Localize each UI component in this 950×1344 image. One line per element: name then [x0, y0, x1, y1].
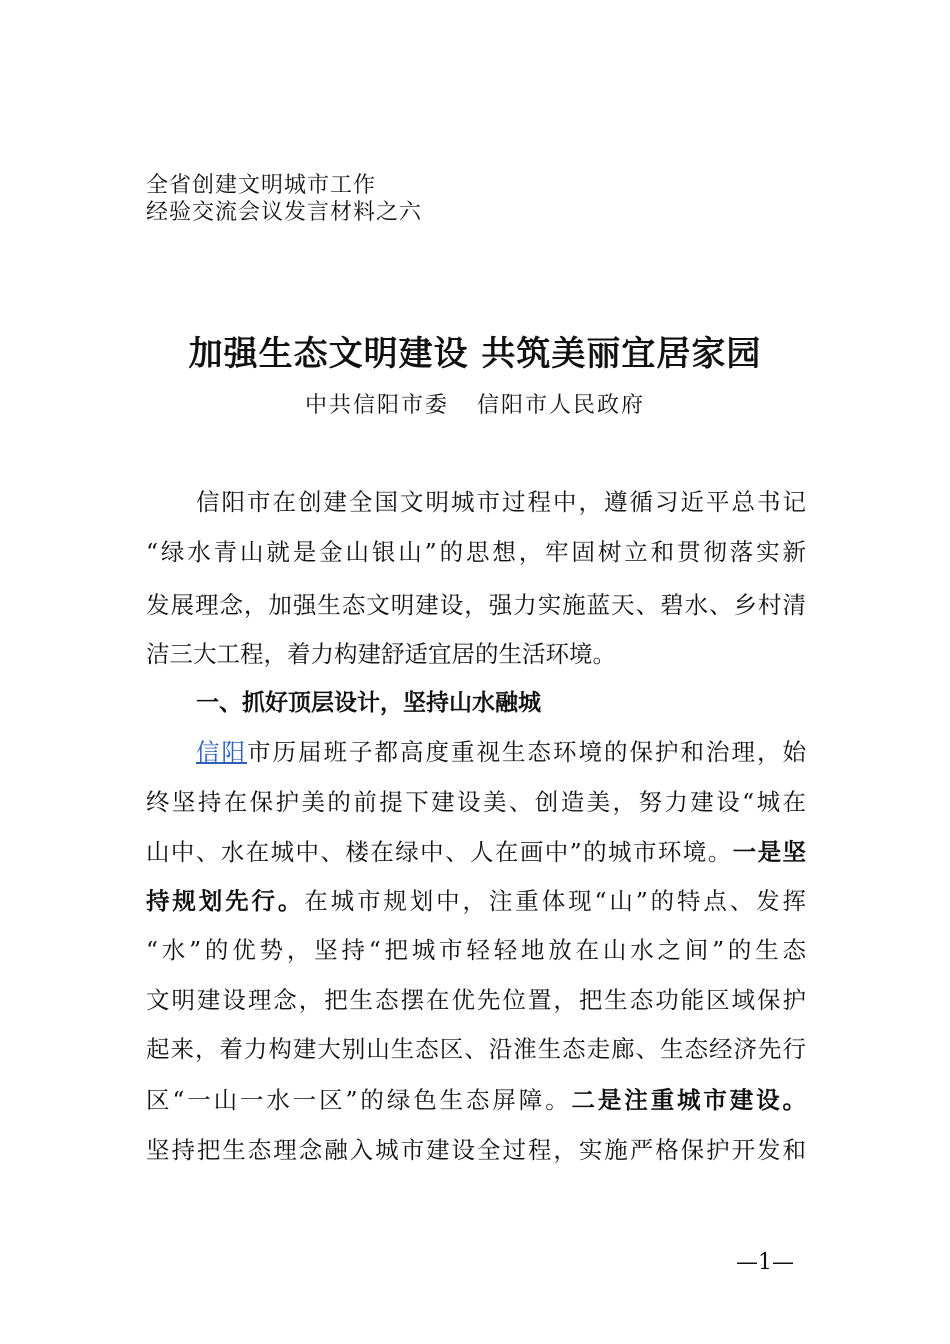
section-1-line-7: 起来，着力构建大别山生态区、沿淮生态走廊、生态经济先行 [146, 1035, 806, 1063]
document-header [146, 172, 422, 226]
intro-line-3: 发展理念，加强生态文明建设，强力实施蓝天、碧水、乡村清 [146, 591, 806, 619]
author-2: 信阳市人民政府 [477, 393, 646, 418]
author-1: 中共信阳市委 [304, 393, 449, 418]
section-1-line-3 [146, 827, 806, 877]
section-1-line-4-text: 在城市规划中，注重体现“山”的特点、发挥 [304, 887, 806, 915]
header-line-2: 经验交流会议发言材料之六 [146, 200, 423, 225]
xinyang-link[interactable]: 信阳 [196, 738, 247, 766]
section-1-line-8-text: 区“一山一水一区”的绿色生态屏障。 [146, 1086, 572, 1114]
intro-line-1: 信阳市在创建全国文明城市过程中，遵循习近平总书记 [196, 488, 806, 516]
section-1-line-4 [146, 876, 806, 926]
section-1-line-2: 终坚持在保护美的前提下建设美、创造美，努力建设“城在 [146, 788, 806, 816]
section-1-line-1-text: 市历届班子都高度重视生态环境的保护和治理，始 [247, 738, 806, 766]
page-number: —1— [736, 1250, 794, 1275]
section-1-heading: 一、抓好顶层设计，坚持山水融城 [196, 690, 541, 716]
document-title: 加强生态文明建设 共筑美丽宜居家园 [188, 334, 762, 374]
point-two-label: 二是注重城市建设。 [571, 1086, 806, 1114]
section-1-line-1 [196, 727, 806, 777]
section-1-line-5: “水”的优势，坚持“把城市轻轻地放在山水之间”的生态 [146, 936, 806, 964]
point-one-label: 一是坚 [732, 838, 806, 866]
authors [0, 388, 950, 419]
header-line-1: 全省创建文明城市工作 [146, 173, 377, 198]
intro-line-2: “绿水青山就是金山银山”的思想，牢固树立和贯彻落实新 [146, 538, 806, 566]
section-1-line-6: 文明建设理念，把生态摆在优先位置，把生态功能区域保护 [146, 986, 806, 1014]
section-1-line-9: 坚持把生态理念融入城市建设全过程，实施严格保护开发和 [146, 1136, 806, 1164]
intro-line-4: 洁三大工程，着力构建舒适宜居的生活环境。 [146, 640, 616, 668]
section-1-line-3-text: 山中、水在城中、楼在绿中、人在画中”的城市环境。 [146, 838, 733, 866]
section-1-line-8 [146, 1075, 806, 1125]
point-one-label-cont: 持规划先行。 [146, 887, 305, 915]
